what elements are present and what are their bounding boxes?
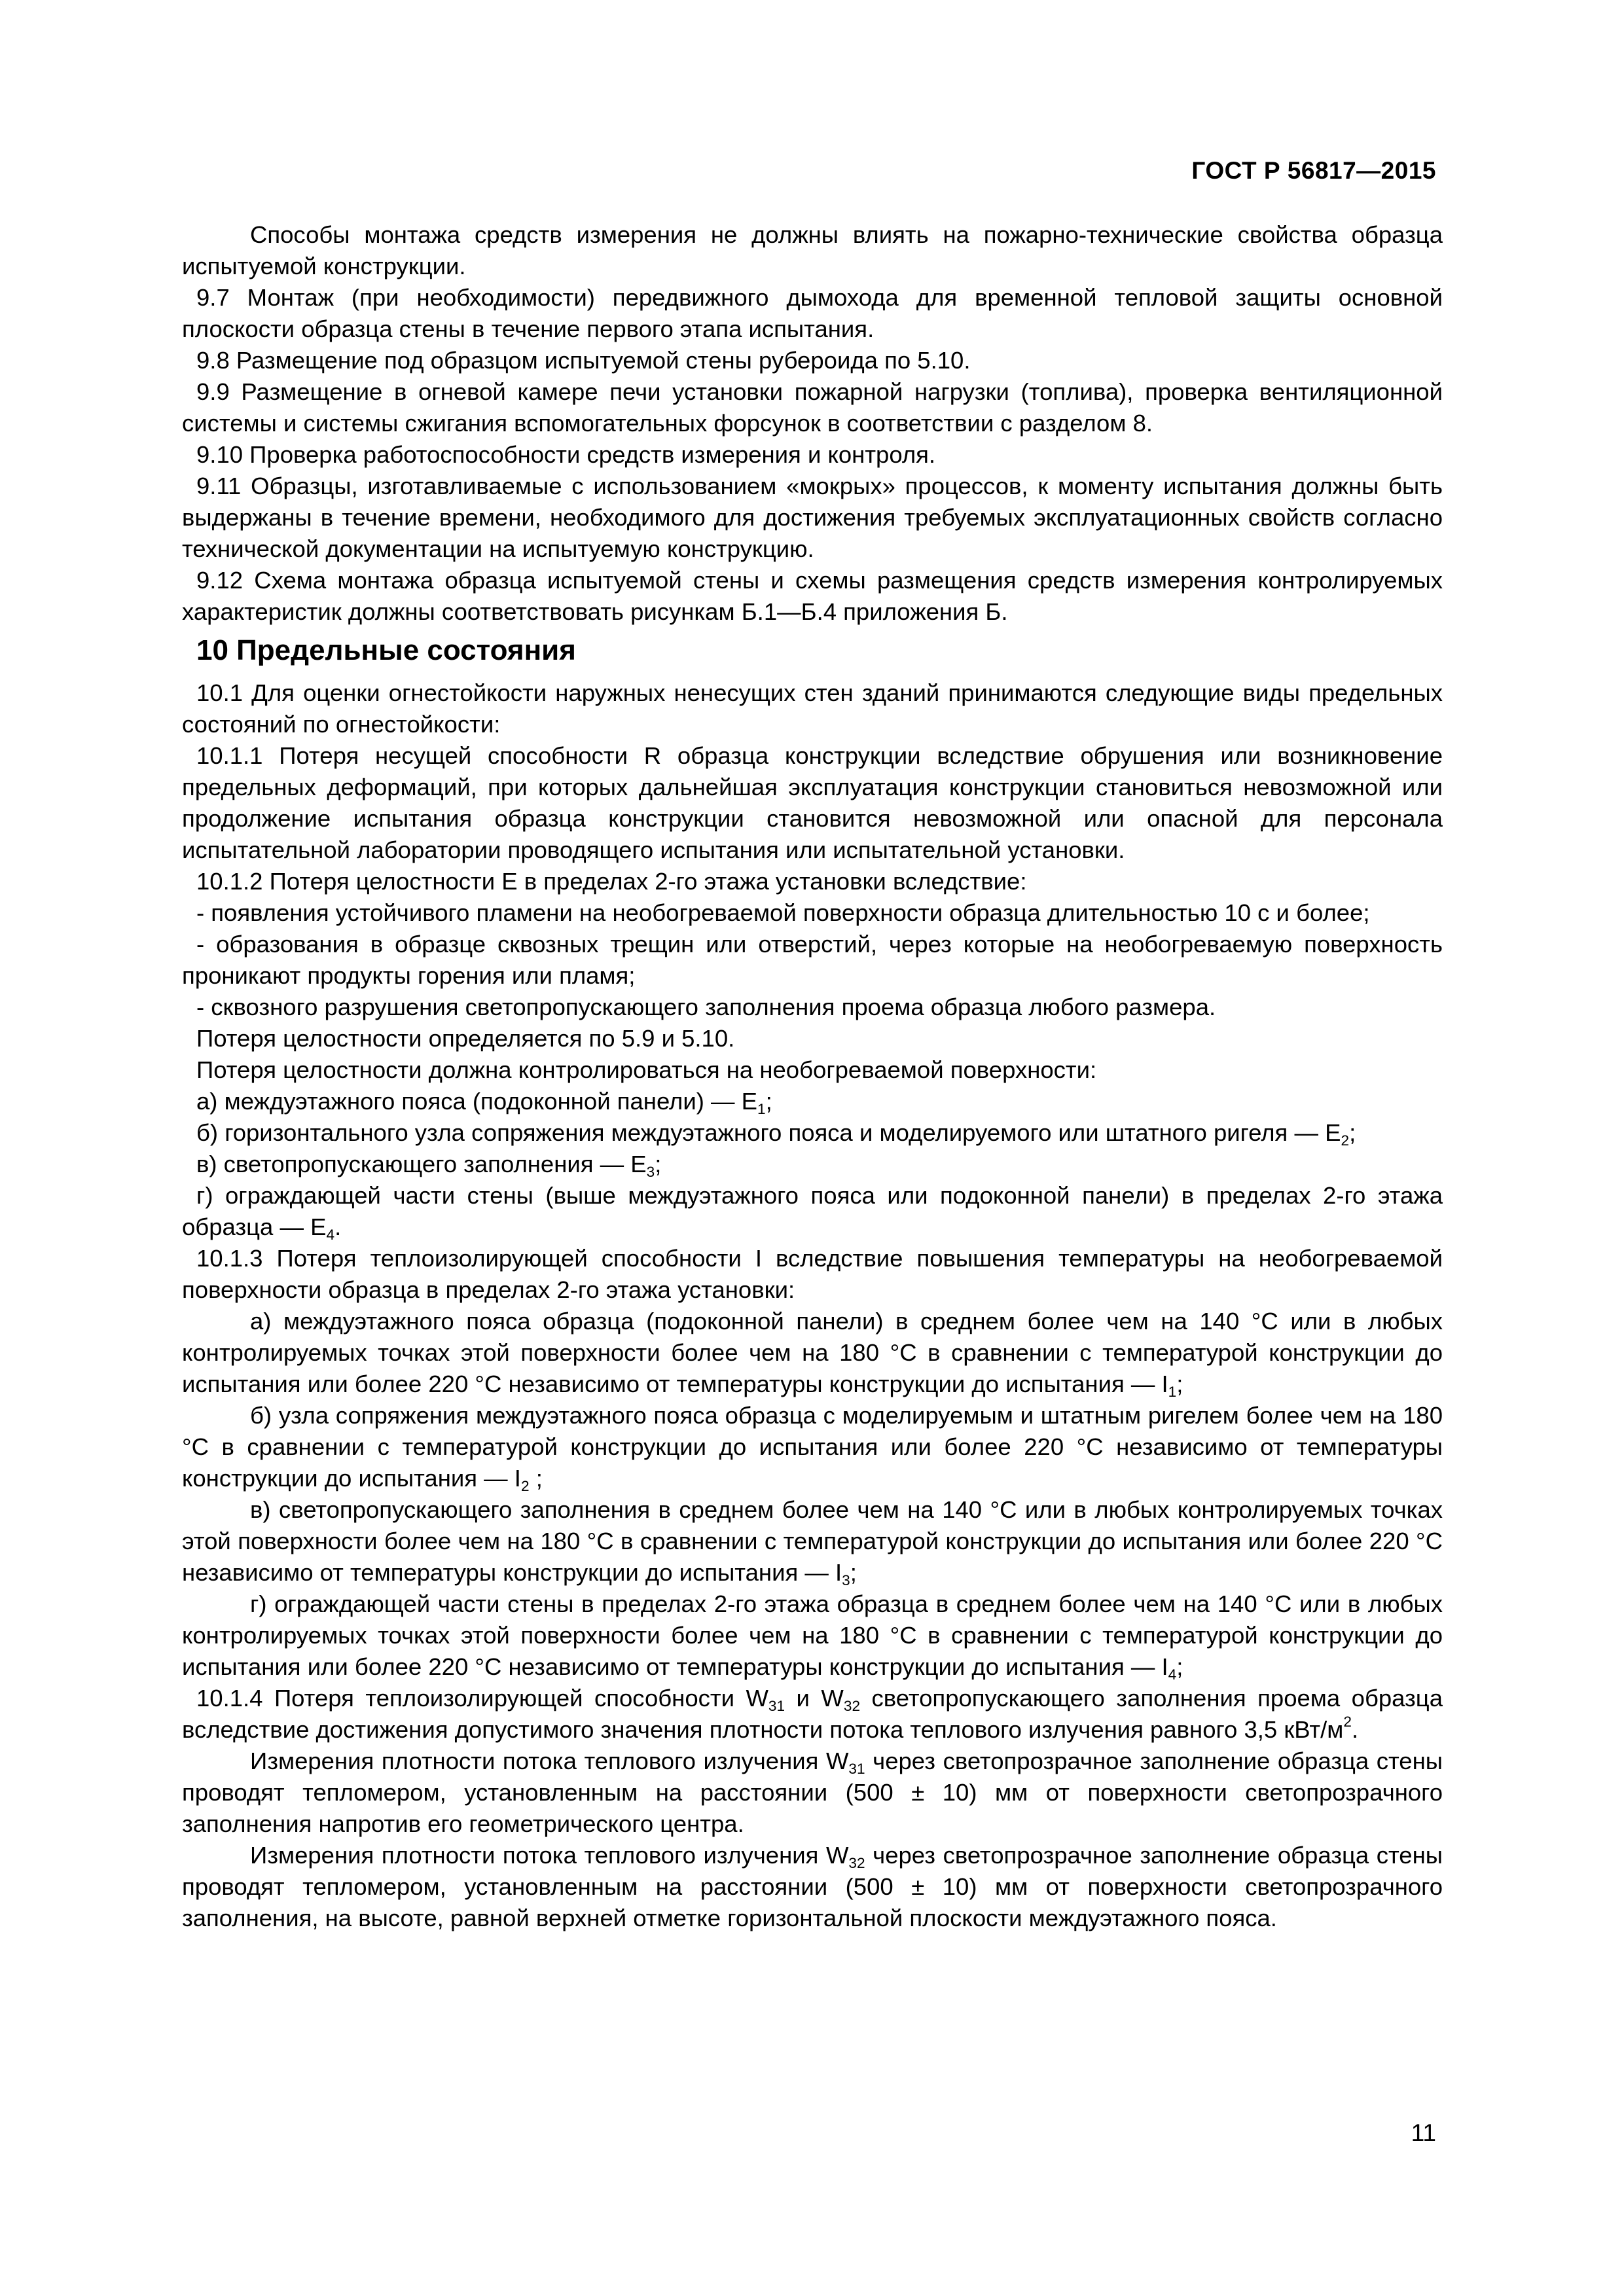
subscript: 32 (843, 1697, 861, 1714)
punct: ; (655, 1151, 662, 1177)
paragraph-9-9: 9.9 Размещение в огневой камере печи установки пожарной нагрузки (топлива), проверка вентиляционной системы и системы сжигания вспомогательных форсунок в соответствии с разделом 8. (182, 378, 1443, 437)
text-run: 10.1.4 Потеря теплоизолирующей способности W (196, 1685, 768, 1712)
subscript: 1 (1168, 1383, 1177, 1400)
paragraph-9-12: 9.12 Схема монтажа образца испытуемой стены и схемы размещения средств измерения контролируемых характеристик должны соответствовать рисункам Б.1—Б.4 приложения Б. (182, 567, 1443, 625)
list-item: - сквозного разрушения светопропускающего заполнения проема образца любого размера. (196, 994, 1216, 1020)
text-run: Измерения плотности потока теплового излучения W (250, 1842, 849, 1869)
text-run: через светопрозрачное заполнение образца стены проводят тепломером, установленным на расстоянии (500 ± 10) мм от поверхности светопрозрачного заполнения, на высоте, равной верхней отметке горизонтальной плоскости междуэтажного пояса. (182, 1842, 1443, 1931)
subscript: 4 (326, 1226, 335, 1243)
punct: ; (850, 1559, 857, 1586)
list-item-i4 (182, 1588, 1443, 1683)
list-item: - образования в образце сквозных трещин или отверстий, через которые на необогреваемую поверхность проникают продукты горения или пламя; (182, 931, 1443, 989)
paragraph: Потеря целостности должна контролироваться на необогреваемой поверхности: (196, 1056, 1097, 1083)
text-run: светопропускающего заполнения проема образца вследствие достижения допустимого значения плотности потока теплового излучения равного 3,5 кВт/м (182, 1685, 1443, 1743)
list-item-text: б) горизонтального узла сопряжения междуэтажного пояса и моделируемого или штатного ригеля — Е (196, 1119, 1341, 1146)
list-item-text: в) светопропускающего заполнения в среднем более чем на 140 °С или в любых контролируемых точках этой поверхности более чем на 180 °С в сравнении с температурой конструкции до испытания или более 220 °С независимо от температуры конструкции до испытания — I (182, 1496, 1443, 1586)
list-item-e3 (182, 1149, 1443, 1180)
subscript: 4 (1168, 1666, 1177, 1683)
paragraph-10-1-1: 10.1.1 Потеря несущей способности R образца конструкции вследствие обрушения или возникновение предельных деформаций, при которых дальнейшая эксплуатация конструкции становиться невозможной или продолжение испытания образца конструкции становится невозможной или опасной для персонала испытательной лаборатории проводящего испытания или испытательной установки. (182, 742, 1443, 863)
subscript: 2 (520, 1477, 530, 1494)
punct: . (1351, 1716, 1359, 1743)
subscript: 3 (646, 1163, 655, 1180)
list-item-text: в) светопропускающего заполнения — Е (196, 1151, 647, 1177)
list-item-text: б) узла сопряжения междуэтажного пояса образца с моделируемым и штатным ригелем более чем на 180 °С в сравнении с температурой конструкции до испытания или более 220 °С независимо от температуры конструкции до испытания — I (182, 1402, 1443, 1492)
subscript: 1 (757, 1100, 766, 1117)
superscript: 2 (1343, 1713, 1352, 1731)
text-run: и W (785, 1685, 844, 1712)
subscript: 31 (768, 1697, 785, 1714)
punct: ; (1349, 1119, 1356, 1146)
list-item-e2 (182, 1117, 1443, 1149)
list-item-i1 (182, 1306, 1443, 1400)
punct: ; (1176, 1653, 1183, 1680)
paragraph-10-1-3: 10.1.3 Потеря теплоизолирующей способности I вследствие повышения температуры на необогреваемой поверхности образца в пределах 2-го этажа установки: (182, 1245, 1443, 1303)
paragraph-9-10: 9.10 Проверка работоспособности средств измерения и контроля. (196, 441, 936, 468)
page-number: 11 (1411, 2119, 1436, 2146)
subscript: 31 (848, 1760, 865, 1777)
subscript: 3 (842, 1571, 850, 1588)
list-item: - появления устойчивого пламени на необогреваемой поверхности образца длительностью 10 с и более; (196, 899, 1370, 926)
text-run: Измерения плотности потока теплового излучения W (250, 1748, 849, 1774)
paragraph-9-11: 9.11 Образцы, изготавливаемые с использованием «мокрых» процессов, к моменту испытания должны быть выдержаны в течение времени, необходимого для достижения требуемых эксплуатационных свойств согласно технической документации на испытуемую конструкцию. (182, 473, 1443, 562)
paragraph-9-8: 9.8 Размещение под образцом испытуемой стены рубероида по 5.10. (196, 347, 971, 374)
paragraph-10-1-2: 10.1.2 Потеря целостности Е в пределах 2-го этажа установки вследствие: (196, 868, 1027, 895)
punct: ; (529, 1465, 543, 1492)
paragraph-w31 (182, 1746, 1443, 1840)
paragraph-10-1-4 (182, 1683, 1443, 1746)
paragraph: Потеря целостности определяется по 5.9 и 5.10. (196, 1025, 735, 1052)
paragraph: Способы монтажа средств измерения не должны влиять на пожарно-технические свойства образца испытуемой конструкции. (182, 221, 1443, 279)
punct: ; (1176, 1371, 1183, 1397)
paragraph-w32 (182, 1840, 1443, 1934)
punct: . (334, 1213, 342, 1240)
punct: ; (765, 1088, 772, 1115)
document-header: ГОСТ Р 56817—2015 (1191, 157, 1436, 184)
list-item-i3 (182, 1494, 1443, 1588)
document-body (182, 219, 1443, 1934)
list-item-e1 (182, 1086, 1443, 1117)
list-item-i2 (182, 1400, 1443, 1494)
list-item-e4 (182, 1180, 1443, 1243)
list-item-text: а) междуэтажного пояса образца (подоконной панели) в среднем более чем на 140 °С или в любых контролируемых точках этой поверхности более чем на 180 °С в сравнении с температурой конструкции до испытания или более 220 °С независимо от температуры конструкции до испытания — I (182, 1308, 1443, 1397)
subscript: 2 (1341, 1132, 1350, 1149)
paragraph-10-1: 10.1 Для оценки огнестойкости наружных ненесущих стен зданий принимаются следующие виды предельных состояний по огнестойкости: (182, 679, 1443, 738)
text-run: через светопрозрачное заполнение образца стены проводят тепломером, установленным на расстоянии (500 ± 10) мм от поверхности светопрозрачного заполнения напротив его геометрического центра. (182, 1748, 1443, 1837)
subscript: 32 (848, 1854, 865, 1871)
section-title: 10 Предельные состояния (196, 634, 576, 666)
list-item-text: г) ограждающей части стены в пределах 2-го этажа образца в среднем более чем на 140 °С или в любых контролируемых точках этой поверхности более чем на 180 °С в сравнении с температурой конструкции до испытания или более 220 °С независимо от температуры конструкции до испытания — I (182, 1590, 1443, 1680)
list-item-text: а) междуэтажного пояса (подоконной панели) — Е (196, 1088, 758, 1115)
paragraph-9-7: 9.7 Монтаж (при необходимости) передвижного дымохода для временной тепловой защиты основной плоскости образца стены в течение первого этапа испытания. (182, 284, 1443, 342)
list-item-text: г) ограждающей части стены (выше междуэтажного пояса или подоконной панели) в пределах 2-го этажа образца — Е (182, 1182, 1443, 1240)
